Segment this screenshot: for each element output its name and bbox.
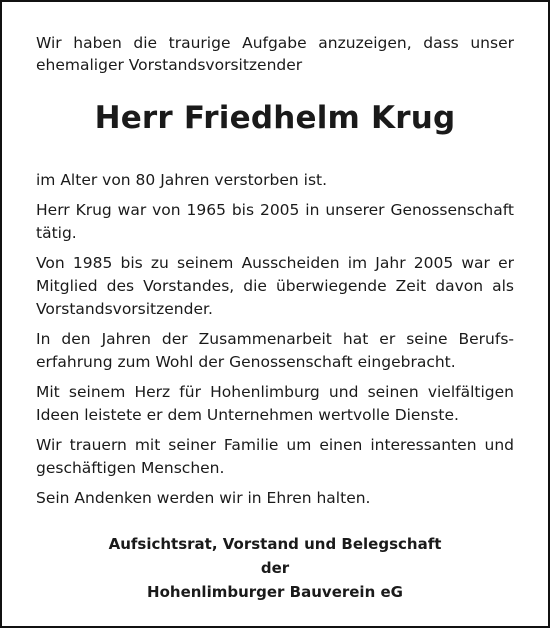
deceased-name: Herr Friedhelm Krug <box>94 100 456 136</box>
notice-body <box>36 169 514 517</box>
signature-line-1: Aufsichtsrat, Vorstand und Belegschaft <box>108 535 442 553</box>
paragraph-mourning: Wir trauern mit seiner Familie um einen interessanten und geschäftigen Menschen. <box>36 436 514 477</box>
signature-block <box>2 532 548 604</box>
paragraph-tenure: Herr Krug war von 1965 bis 2005 in unserer Genossenschaft tätig. <box>36 201 514 242</box>
paragraph-experience: In den Jahren der Zusammenarbeit hat er seine Berufserfahrung zum Wohl der Genossenschaft eingebracht. <box>36 330 514 371</box>
signature-line-3: Hohenlimburger Bauverein eG <box>147 583 403 601</box>
intro-line-1: Wir haben die traurige Aufgabe anzuzeigen, dass unser <box>36 34 514 52</box>
paragraph-board: Von 1985 bis zu seinem Ausscheiden im Jahr 2005 war er Mitglied des Vorstandes, die überwiegende Zeit davon als Vorstandsvorsitzender. <box>36 254 514 318</box>
paragraph-hohenlimburg: Mit seinem Herz für Hohenlimburg und seinen vielfältigen Ideen leistete er dem Unternehmen wertvolle Dienste. <box>36 383 514 424</box>
paragraph-memory: Sein Andenken werden wir in Ehren halten. <box>36 489 371 507</box>
intro-text <box>36 32 514 76</box>
signature-line-2: der <box>260 559 290 577</box>
paragraph-age: im Alter von 80 Jahren verstorben ist. <box>36 171 328 189</box>
intro-line-2: ehemaliger Vorstandsvorsitzender <box>36 56 303 74</box>
